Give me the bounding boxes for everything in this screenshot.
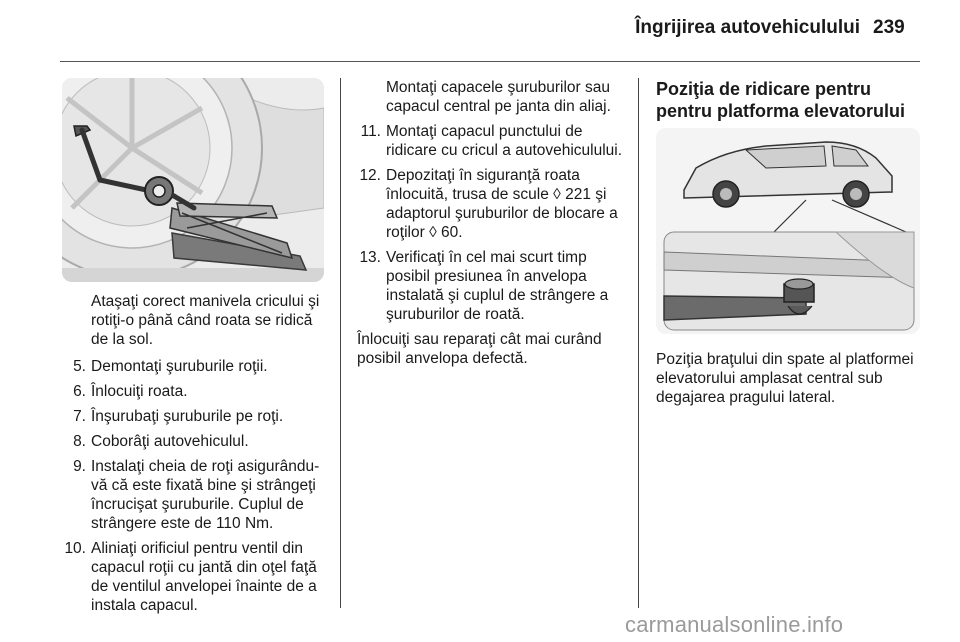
column-divider-1	[340, 78, 341, 608]
step-text: Aliniaţi orificiul pentru ventil din capacul roţii cu jantă din oţel faţă de ventilul anvelopei înainte de a instala capacul.	[91, 540, 317, 614]
list-item	[62, 539, 330, 615]
list-item	[62, 407, 330, 426]
list-item	[62, 432, 330, 451]
column-1	[62, 292, 330, 621]
step-text: Verificaţi în cel mai scurt timp posibil presiunea în anvelopa instalată şi cuplul de strângere a şuruburilor de roată.	[386, 249, 609, 323]
header-rule	[60, 61, 920, 62]
watermark: carmanualsonline.info	[625, 612, 844, 637]
step-number: 5.	[73, 358, 86, 375]
step-number: 9.	[73, 458, 86, 475]
step-text: Montaţi capacul punctului de ridicare cu cricul a autovehiculului.	[386, 123, 623, 159]
section-heading: Poziţia de ridicare pentru pentru platforma elevatorului	[656, 79, 906, 121]
list-item	[357, 122, 625, 160]
lift-caption: Poziţia braţului din spate al platformei elevatorului amplasat central sub degajarea pragului lateral.	[656, 351, 914, 406]
page-number: 239	[873, 17, 905, 38]
continuation-text: Montaţi capacele şuruburilor sau capacul central pe janta din aliaj.	[386, 79, 611, 115]
step-text: Înlocuiţi roata.	[91, 383, 188, 400]
step-number: 7.	[73, 408, 86, 425]
list-item	[357, 166, 625, 242]
step-list-2	[357, 122, 625, 324]
step-text: Înşurubaţi şuruburile pe roţi.	[91, 408, 284, 425]
step-text: Coborâţi autovehiculul.	[91, 433, 249, 450]
step-text: Instalaţi cheia de roţi asigurându-vă că este fixată bine şi strângeţi încrucişat şuruburile. Cuplul de strângere este de 110 Nm.	[91, 458, 320, 532]
column-3	[656, 78, 922, 122]
jack-illustration	[62, 78, 324, 282]
column-2	[357, 78, 625, 374]
step-number: 11.	[360, 123, 381, 140]
list-item	[62, 457, 330, 533]
closing-text: Înlocuiţi sau reparaţi cât mai curând posibil anvelopa defectă.	[357, 331, 602, 367]
column-divider-2	[638, 78, 639, 608]
column-3-caption	[656, 350, 924, 413]
step-text: Demontaţi şuruburile roţii.	[91, 358, 268, 375]
step-number: 13.	[359, 249, 381, 266]
list-item	[357, 248, 625, 324]
lift-illustration	[656, 128, 920, 334]
list-item	[62, 382, 330, 401]
list-item	[62, 357, 330, 376]
jack-caption: Ataşaţi corect manivela cricului şi rotiţi-o până când roata se ridică de la sol.	[91, 293, 320, 348]
step-number: 12.	[359, 167, 381, 184]
step-number: 8.	[73, 433, 86, 450]
step-text: Depozitaţi în siguranţă roata înlocuită, trusa de scule ◊ 221 şi adaptorul şuruburilor de blocare a roţilor ◊ 60.	[386, 167, 618, 241]
step-list-1	[62, 357, 330, 615]
step-number: 6.	[73, 383, 86, 400]
step-number: 10.	[64, 540, 86, 557]
page-header-title: Îngrijirea autovehiculului	[635, 17, 860, 38]
